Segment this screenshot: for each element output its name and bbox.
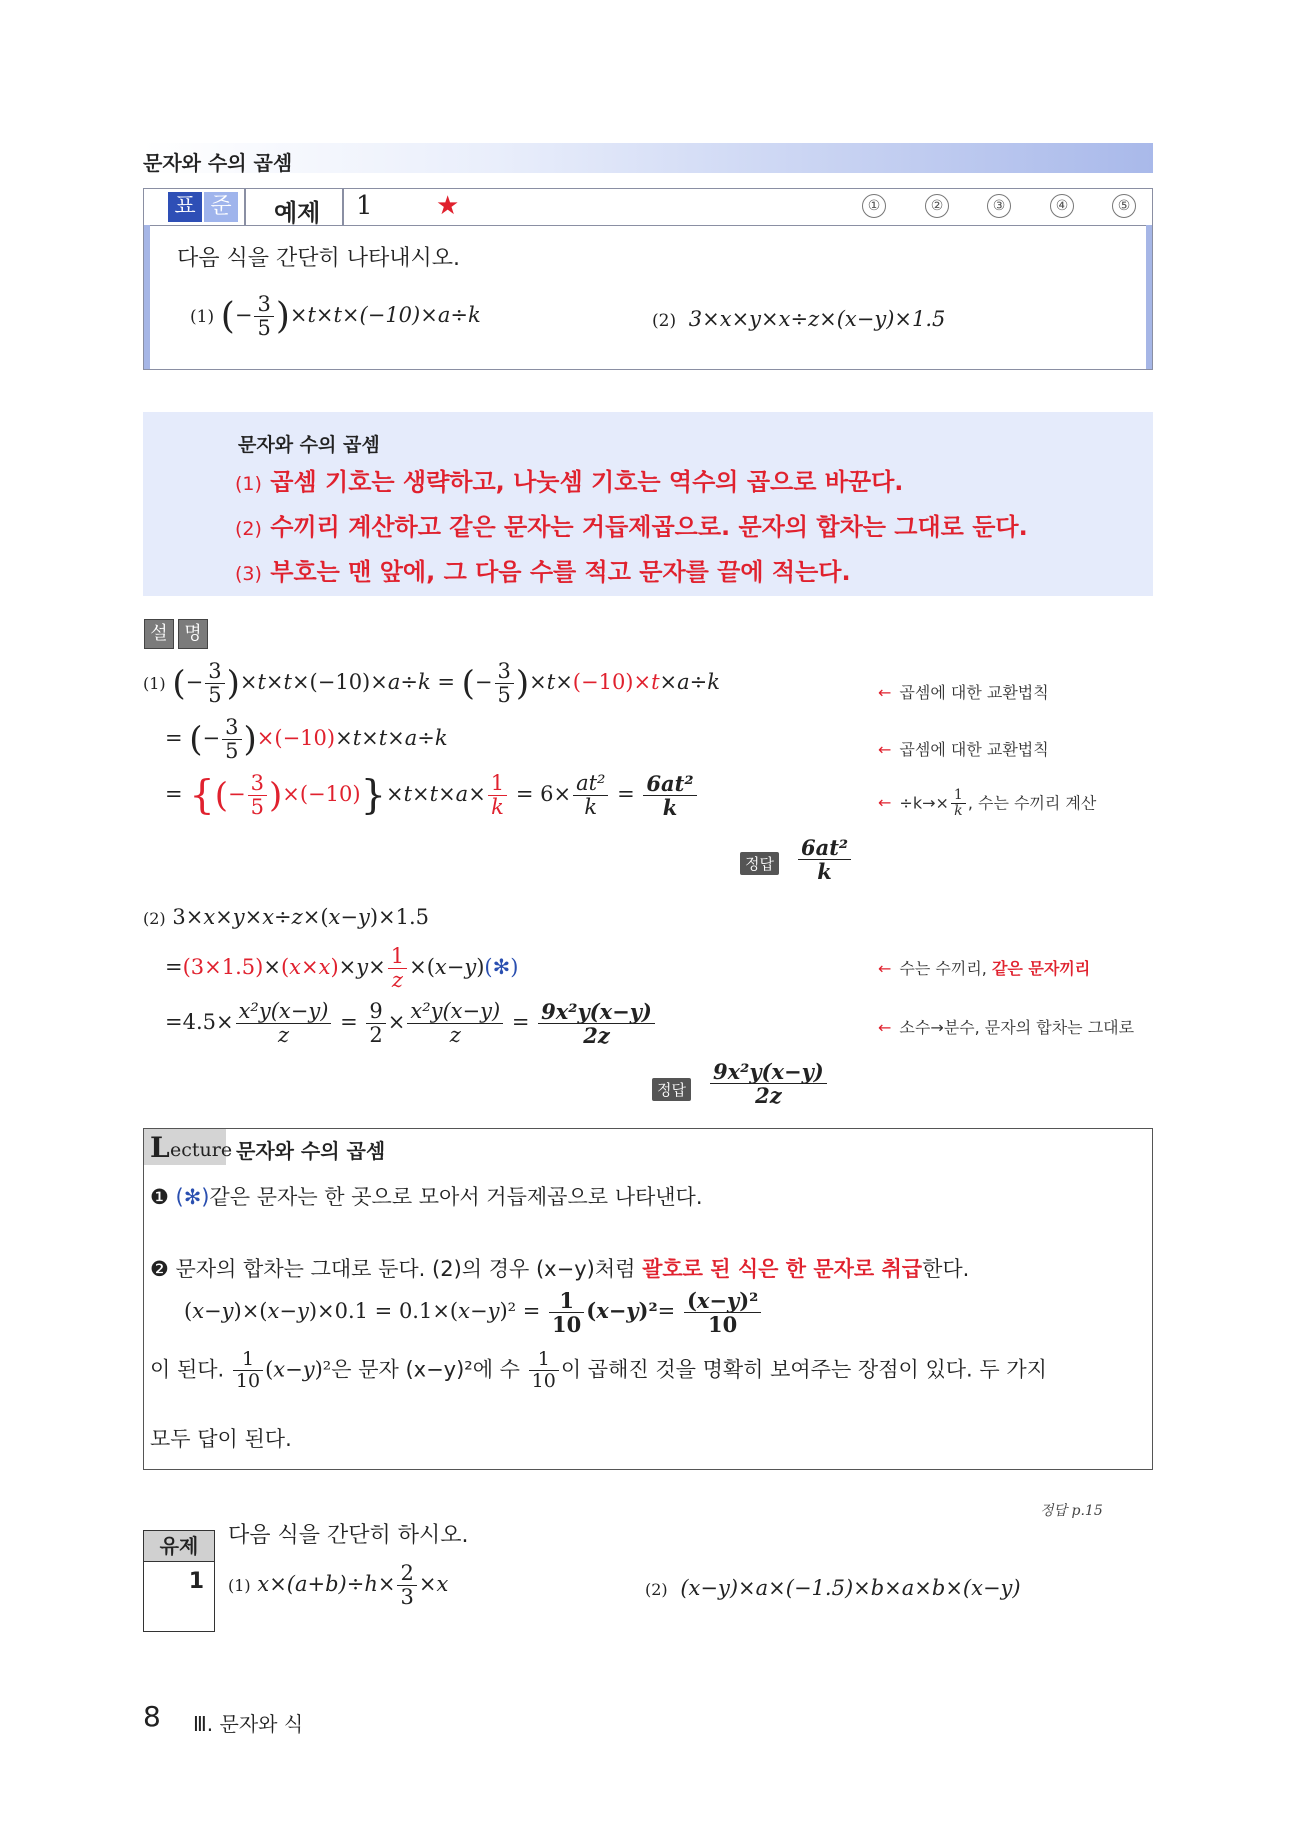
example-label: 예제 bbox=[274, 199, 321, 227]
answer-2: $\frac{\text{9x²y(x−y)}}{2z}$ bbox=[708, 1060, 829, 1107]
summary-rule-3: (3) 부호는 맨 앞에, 그 다음 수를 적고 문자를 끝에 적는다. bbox=[235, 558, 851, 586]
exercise-problem-1: (1) x×(a+b)÷h× $\frac{2}{3}$ ×x bbox=[228, 1561, 449, 1610]
badge-standard-char2: 준 bbox=[204, 192, 238, 222]
lecture-explanation-line-1: 이 된다. $\frac{1}{10}$ (x−y)²은 문자 (x−y)²에 수 $\frac{1}{10}$ 이 곱해진 것을 명확히 보여주는 장점이 있다. 두 가지 bbox=[150, 1348, 1047, 1392]
lecture-point-2: ❷ 문자의 합차는 그대로 둔다. (2)의 경우 (x−y)처럼 괄호로 된 식은 한 문자로 취급한다. bbox=[150, 1257, 970, 1281]
lecture-point-1: ❶ (✻)같은 문자는 한 곳으로 모아서 거듭제곱으로 나타낸다. bbox=[150, 1185, 703, 1209]
solution-1-line-3: = {(− $\frac{3}{5}$ )×(−10)}×t×t×a× $\frac{1}{k}$ = 6× $\frac{\text{at²}}{k}$ = $\frac{\text{6at²}}{k}$ bbox=[165, 772, 699, 819]
choice-4[interactable]: ④ bbox=[1050, 194, 1074, 218]
answer-1: $\frac{\text{6at²}}{k}$ bbox=[796, 836, 853, 883]
summary-rule-2: (2) 수끼리 계산하고 같은 문자는 거듭제곱으로. 문자의 합차는 그대로 둔다. bbox=[235, 513, 1028, 541]
right-strip bbox=[1146, 225, 1152, 369]
lecture-explanation-line-2: 모두 답이 된다. bbox=[150, 1427, 292, 1451]
choice-1[interactable]: ① bbox=[862, 194, 886, 218]
note-reciprocal: ← ÷k→× $\frac{1}{k}$ , 수는 수끼리 계산 bbox=[878, 787, 1097, 820]
lecture-title: 문자와 수의 곱셈 bbox=[236, 1139, 386, 1163]
example-box bbox=[143, 188, 1153, 370]
lecture-equation: (x−y)×(x−y)×0.1 = 0.1×(x−y)² = $\frac{1}{10}$ (x−y)²= $\frac{\text{(x−y)²}}{10}$ bbox=[184, 1289, 763, 1336]
lecture-logo: L ecture bbox=[144, 1129, 226, 1165]
badge-standard-char1: 표 bbox=[168, 192, 202, 222]
difficulty-star-icon: ★ bbox=[436, 191, 460, 221]
section-title: 문자와 수의 곱셈 bbox=[143, 151, 293, 175]
example-problem-2 bbox=[652, 307, 945, 331]
solution-2-line-3: =4.5× $\frac{\text{x²y(x−y)}}{z}$ = $\frac{9}{2}$ × $\frac{\text{x²y(x−y)}}{z}$ = $\frac{\text{9x²y(x−y)}}{2z}$ bbox=[165, 1000, 657, 1047]
note-commutative-1: ← 곱셈에 대한 교환법칙 bbox=[878, 683, 1049, 702]
choice-3[interactable]: ③ bbox=[987, 194, 1011, 218]
badge-char: 명 bbox=[178, 619, 208, 649]
problem-label: (1) bbox=[190, 307, 215, 328]
exercise-box bbox=[143, 1530, 215, 1632]
choice-2[interactable]: ② bbox=[925, 194, 949, 218]
example-title-bar bbox=[144, 189, 1152, 226]
fraction: $\frac{3}{5}$ bbox=[254, 293, 273, 340]
divider bbox=[244, 189, 246, 225]
exercise-label: 유제 bbox=[144, 1531, 214, 1562]
solution-1-line-1: (1) (− $\frac{3}{5}$ )×t×t×(−10)×a÷k = (− $\frac{3}{5}$ )×t×(−10)×t×a÷k bbox=[143, 659, 720, 708]
expression: 3×x×y×x÷z×(x−y)×1.5 bbox=[688, 307, 946, 331]
section-header bbox=[143, 143, 1153, 173]
page-number: 8 bbox=[143, 1700, 161, 1733]
summary-title: 문자와 수의 곱셈 bbox=[238, 434, 380, 456]
exercise-instruction: 다음 식을 간단히 하시오. bbox=[228, 1523, 469, 1548]
lecture-box bbox=[143, 1128, 1153, 1470]
problem-label: (2) bbox=[652, 311, 677, 331]
solution-2-line-2: =(3×1.5)×(x×x)×y× $\frac{1}{z}$ ×(x−y)(✻) bbox=[165, 944, 519, 993]
left-strip bbox=[144, 225, 150, 369]
solution-2-line-1: (2) 3×x×y×x÷z×(x−y)×1.5 bbox=[143, 905, 430, 929]
note-decimal-fraction: ← 소수→분수, 문자의 합차는 그대로 bbox=[878, 1018, 1135, 1037]
chapter-title: Ⅲ. 문자와 식 bbox=[193, 1712, 304, 1736]
example-instruction: 다음 식을 간단히 나타내시오. bbox=[177, 246, 460, 271]
summary-rule-1: (1) 곱셈 기호는 생략하고, 나눗셈 기호는 역수의 곱으로 바꾼다. bbox=[235, 468, 904, 496]
explanation-badge bbox=[143, 618, 213, 650]
expression: ×t×t×(−10)×a÷k bbox=[289, 303, 481, 328]
choice-5[interactable]: ⑤ bbox=[1112, 194, 1136, 218]
example-problem-1: (1) (− $\frac{3}{5}$ )×t×t×(−10)×a÷k bbox=[190, 292, 481, 341]
example-number: 1 bbox=[356, 191, 373, 221]
answer-page-reference: 정답 p.15 bbox=[1040, 1503, 1103, 1519]
note-commutative-2: ← 곱셈에 대한 교환법칙 bbox=[878, 740, 1049, 759]
solution-1-line-2: = (− $\frac{3}{5}$ )×(−10)×t×t×a÷k bbox=[165, 715, 448, 764]
exercise-number: 1 bbox=[188, 1569, 204, 1594]
answer-badge-1: 정답 bbox=[740, 852, 779, 875]
summary-box bbox=[143, 412, 1153, 596]
badge-char: 설 bbox=[144, 619, 174, 649]
answer-badge-2: 정답 bbox=[652, 1078, 691, 1101]
divider bbox=[342, 189, 344, 225]
note-group-like: ← 수는 수끼리, 같은 문자끼리 bbox=[878, 959, 1091, 978]
exercise-problem-2: (2) (x−y)×a×(−1.5)×b×a×b×(x−y) bbox=[645, 1576, 1021, 1600]
